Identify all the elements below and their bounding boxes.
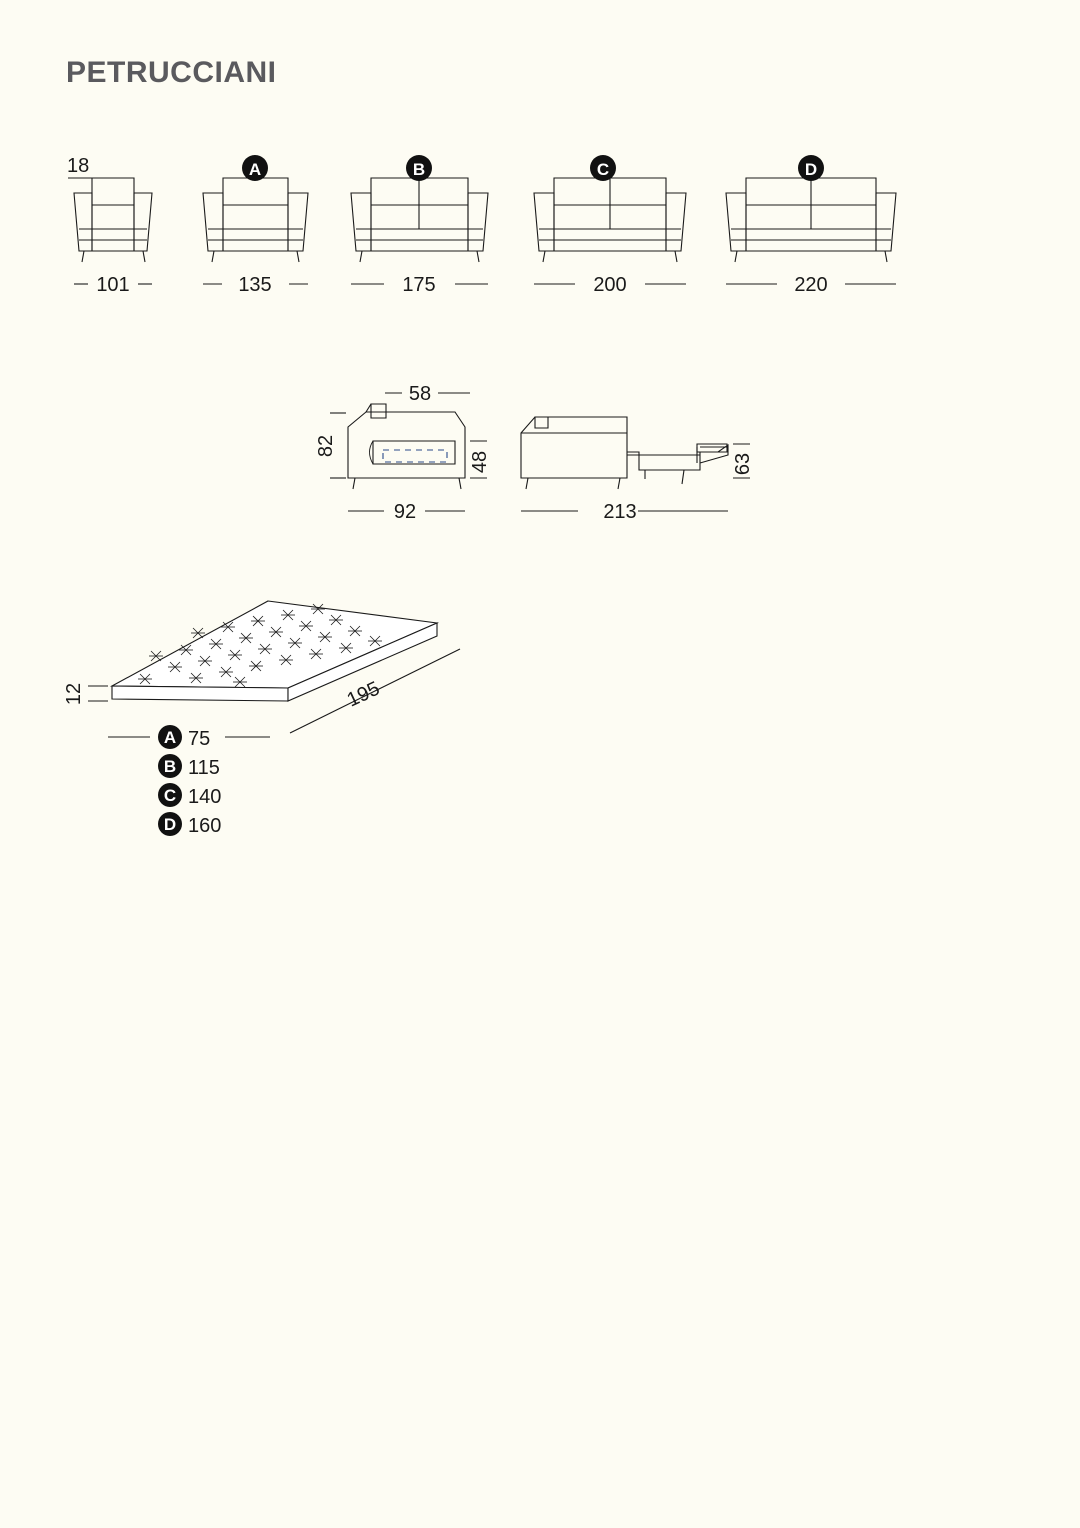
dim-63: 63 — [732, 452, 754, 476]
side-view-open — [521, 417, 754, 523]
dim-width-175: 175 — [402, 274, 436, 296]
front-view-101 — [67, 155, 152, 296]
dim-width-135: 135 — [238, 274, 272, 296]
dim-height-18: 18 — [67, 155, 90, 177]
dim-92: 92 — [393, 501, 417, 523]
svg-text:C: C — [596, 160, 610, 179]
dim-width-101: 101 — [96, 274, 130, 296]
dim-82: 82 — [315, 434, 337, 458]
svg-text:A: A — [163, 728, 177, 747]
front-view-175 — [351, 155, 488, 296]
svg-text:D: D — [804, 160, 818, 179]
front-view-135 — [203, 155, 308, 296]
svg-text:B: B — [412, 160, 426, 179]
svg-text:C: C — [163, 786, 177, 805]
side-view-closed — [315, 383, 491, 523]
dim-48: 48 — [469, 450, 491, 474]
dim-width-200: 200 — [593, 274, 627, 296]
mattress-width-b: 115 — [188, 757, 220, 779]
mattress-width-a: 75 — [188, 728, 211, 750]
mattress-width-d: 160 — [188, 815, 222, 837]
page-title: PETRUCCIANI — [66, 56, 277, 89]
mattress-width-list — [158, 725, 221, 837]
dim-width-220: 220 — [794, 274, 828, 296]
svg-text:A: A — [248, 160, 262, 179]
mattress-isometric — [63, 601, 460, 737]
svg-text:B: B — [163, 757, 177, 776]
front-view-200 — [534, 155, 686, 296]
front-view-220 — [726, 155, 896, 296]
dim-58: 58 — [408, 383, 432, 405]
svg-text:D: D — [163, 815, 177, 834]
dim-213: 213 — [603, 501, 637, 523]
mattress-width-c: 140 — [188, 786, 222, 808]
dim-195: 195 — [343, 677, 384, 712]
dim-12: 12 — [63, 682, 85, 706]
